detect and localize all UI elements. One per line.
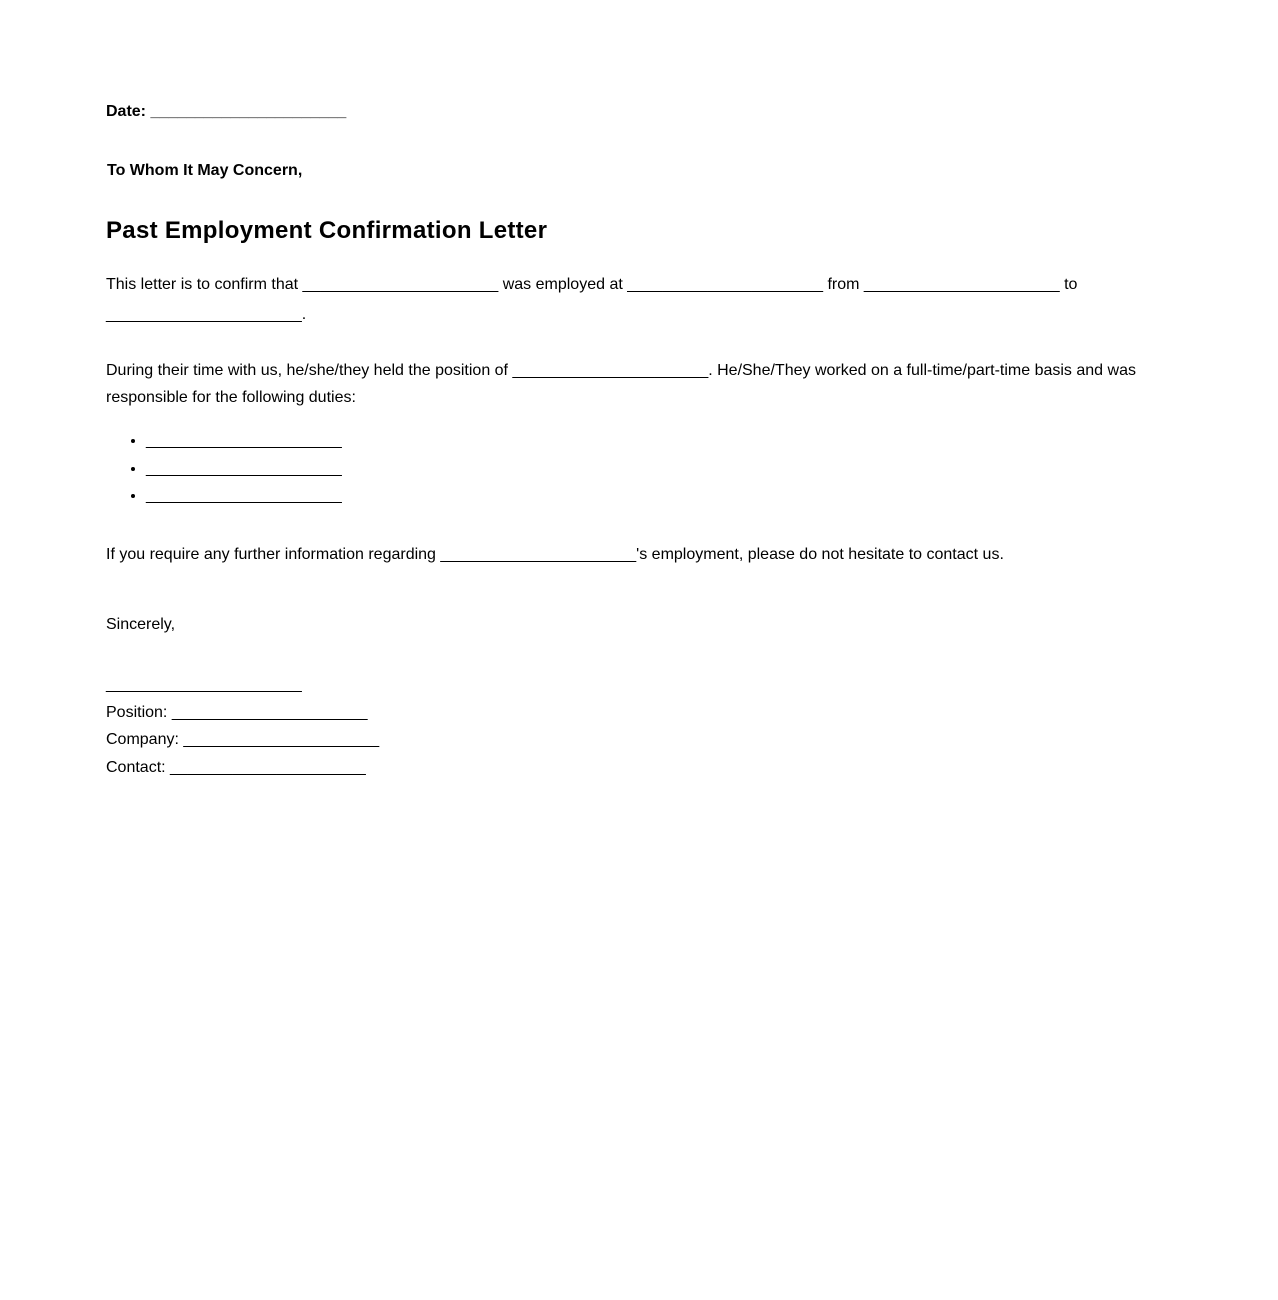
duty-blank: ______________________ [146, 459, 342, 477]
signature-block [106, 671, 379, 781]
salutation: To Whom It May Concern, [107, 162, 303, 179]
paragraph-text: to [1059, 276, 1078, 293]
letter-title: Past Employment Confirmation Letter [106, 217, 548, 244]
paragraph-text: was employed at [498, 276, 628, 293]
signature-contact [106, 754, 379, 782]
duty-item [146, 482, 342, 510]
paragraph-text: If you require any further information regarding [106, 546, 441, 563]
paragraph-text: . [301, 306, 307, 323]
position-paragraph [106, 357, 1146, 411]
company-name-blank: ______________________ [627, 276, 823, 293]
paragraph-text: During their time with us, he/she/they held the position of [106, 362, 513, 379]
closing: Sincerely, [106, 616, 176, 633]
duty-blank: ______________________ [146, 487, 342, 504]
company-label: Company: [106, 731, 184, 748]
duty-blank: ______________________ [146, 432, 342, 449]
paragraph-text: . He/She/They worked on a full-time/part-time basis and was responsible for the following duties: [106, 362, 1136, 406]
position-label: Position: [106, 703, 172, 721]
position-blank: ______________________ [512, 362, 709, 379]
start-date-blank: ______________________ [863, 276, 1060, 293]
end-date-blank: ______________________ [106, 306, 302, 323]
employee-name-blank: ______________________ [440, 546, 637, 563]
duty-item [146, 427, 342, 455]
confirmation-paragraph [106, 270, 1146, 330]
contact-label: Contact: [106, 758, 171, 776]
date-label: Date: [106, 103, 147, 120]
paragraph-text: from [823, 276, 864, 293]
duty-item [146, 455, 342, 483]
duties-list [106, 427, 342, 510]
signature-line [106, 671, 379, 699]
contact-blank: ______________________ [170, 758, 366, 776]
date-blank: ______________________ [150, 103, 347, 120]
company-blank: ______________________ [183, 731, 380, 748]
position-blank: ______________________ [171, 703, 368, 721]
date-line [106, 103, 346, 121]
paragraph-text: This letter is to confirm that [106, 276, 303, 293]
employee-name-blank: ______________________ [302, 276, 499, 293]
paragraph-text: 's employment, please do not hesitate to contact us. [636, 546, 1004, 563]
signature-blank: ______________________ [106, 676, 302, 693]
contact-paragraph [106, 541, 1146, 568]
signature-position [106, 699, 379, 727]
signature-company [106, 726, 379, 754]
